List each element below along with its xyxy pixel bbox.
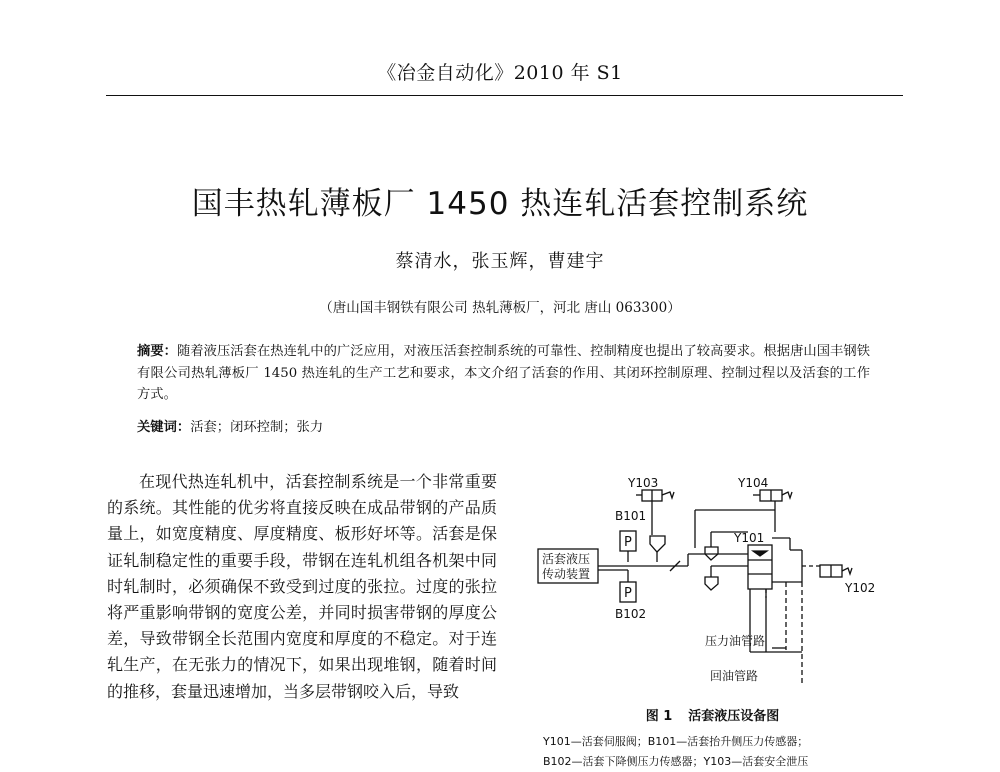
figure-legend: [543, 732, 903, 772]
header-rule: [106, 95, 903, 96]
label-b102: B102: [615, 607, 647, 621]
figure-number: 图 1: [645, 709, 673, 724]
label-y101: Y101: [734, 531, 765, 545]
paper-title: 国丰热轧薄板厂 1450 热连轧活套控制系统: [191, 186, 809, 222]
label-pressure-line: 压力油管路: [705, 634, 766, 648]
keywords: [137, 416, 323, 435]
keywords-label: 关键词：: [137, 420, 191, 435]
abstract-label: 摘要：: [137, 344, 177, 359]
authors: 蔡清水，张玉辉，曹建宇: [395, 251, 605, 272]
label-y102: Y102: [845, 581, 876, 595]
journal-header: 《冶金自动化》2010 年 S1: [377, 62, 623, 84]
keywords-text: 活套；闭环控制；张力: [190, 420, 324, 435]
label-box-line1: 活套液压: [542, 552, 591, 566]
figure-caption-text: 活套液压设备图: [688, 709, 780, 724]
hydraulic-diagram: [520, 470, 905, 685]
figure-legend-line: Y101—活套伺服阀；B101—活套抬升侧压力传感器；: [543, 735, 809, 748]
body-paragraph: 在现代热连轧机中，活套控制系统是一个非常重要的系统。其性能的优劣将直接反映在成品带钢的产品质量上，如宽度精度、厚度精度、板形好坏等。活套是保证轧制稳定性的重要手段，带钢在连轧机组各机架中同时轧制时，必须确保不致受到过度的张拉。过度的张拉将严重影响带钢的宽度公差，并同时损害带钢的厚度公差，导致带钢全长范围内宽度和厚度的不稳定。对于连轧生产，在无张力的情况下，如果出现堆钢，随着时间的推移，套量迅速增加，当多层带钢咬入后，导致: [107, 472, 497, 701]
affiliation: （唐山国丰钢铁有限公司 热轧薄板厂，河北 唐山 063300）: [319, 300, 681, 316]
label-return-line: 回油管路: [710, 669, 759, 683]
label-p-bottom: P: [624, 586, 632, 601]
label-box-line2: 传动装置: [542, 567, 591, 581]
abstract: [137, 341, 870, 406]
label-y104: Y104: [738, 476, 769, 490]
abstract-text: 随着液压活套在热连轧中的广泛应用，对液压活套控制系统的可靠性、控制精度也提出了较高要求。根据唐山国丰钢铁有限公司热轧薄板厂 1450 热连轧的生产工艺和要求，本文介绍了活套的作用、其闭环控制原理、控制过程以及活套的工作方式。: [137, 344, 870, 402]
label-b101: B101: [615, 509, 647, 523]
figure-legend-line: B102—活套下降侧压力传感器；Y103—活套安全泄压: [543, 755, 809, 768]
label-p-top: P: [624, 535, 632, 550]
figure-caption: [520, 705, 905, 724]
body-text: [107, 469, 497, 705]
label-y103: Y103: [628, 476, 659, 490]
